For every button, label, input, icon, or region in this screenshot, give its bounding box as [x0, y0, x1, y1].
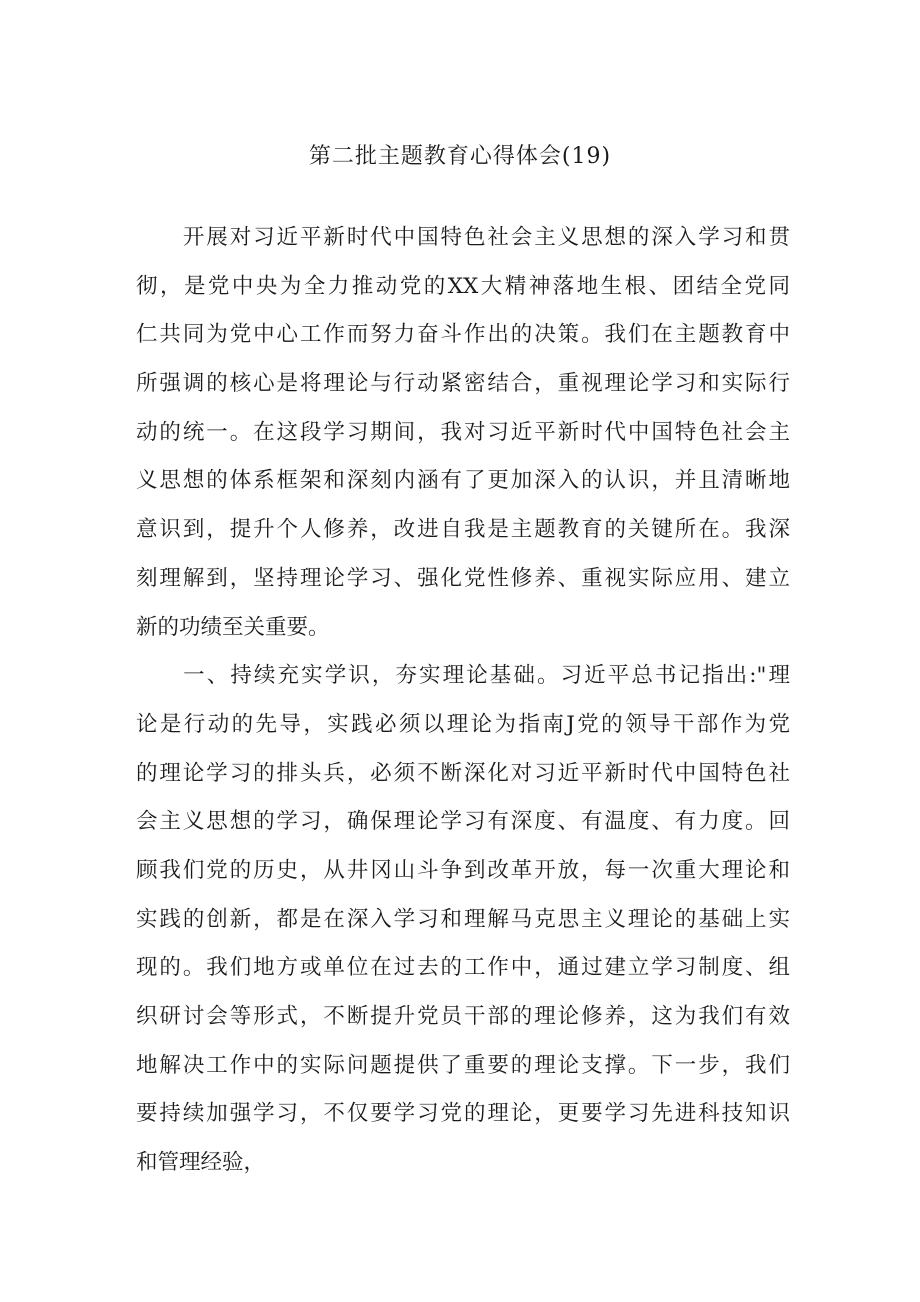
text-line: 和管理经验，	[136, 1150, 266, 1176]
text-line: 顾我们党的历史，从井冈山斗争到改革开放，每一次重大理论和	[136, 857, 790, 883]
text-line: 的理论学习的排头兵，必须不断深化对习近平新时代中国特色社	[136, 760, 790, 786]
text-line: 义思想的体系框架和深刻内涵有了更加深入的认识，并且清晰地	[136, 468, 790, 494]
text-line: 论是行动的先导，实践必须以理论为指南J党的领导干部作为党	[136, 711, 790, 737]
paragraph-2	[136, 652, 790, 1188]
text-line: 新的功绩至关重要。	[136, 614, 330, 640]
text-line: 地解决工作中的实际问题提供了重要的理论支撑。下一步，我们	[136, 1052, 790, 1078]
document-title: 第二批主题教育心得体会(19)	[308, 144, 612, 169]
text-line: 织研讨会等形式，不断提升党员干部的理论修养，这为我们有效	[136, 1004, 790, 1029]
text-line: 动的统一。在这段学习期间，我对习近平新时代中国特色社会主	[136, 419, 790, 445]
text-line: 现的。我们地方或单位在过去的工作中，通过建立学习制度、组	[136, 955, 790, 981]
text-line: 意识到，提升个人修养，改进自我是主题教育的关键所在。我深	[136, 517, 790, 543]
text-line: 会主义思想的学习，确保理论学习有深度、有温度、有力度。回	[136, 809, 790, 835]
text-line: 一、持续充实学识，夯实理论基础。习近平总书记指出:"理	[136, 663, 790, 689]
text-line: 实践的创新，都是在深入学习和理解马克思主义理论的基础上实	[136, 906, 790, 932]
text-line: 刻理解到，坚持理论学习、强化党性修养、重视实际应用、建立	[136, 565, 790, 591]
paragraph-1	[136, 214, 790, 652]
document-body	[136, 214, 790, 1188]
text-line: 要持续加强学习，不仅要学习党的理论，更要学习先进科技知识	[136, 1101, 790, 1127]
text-line: 仁共同为党中心工作而努力奋斗作出的决策。我们在主题教育中	[136, 322, 790, 348]
text-line: 彻，是党中央为全力推动党的XX大精神落地生根、团结全党同	[136, 273, 790, 299]
text-line: 开展对习近平新时代中国特色社会主义思想的深入学习和贯	[136, 225, 790, 250]
text-line: 所强调的核心是将理论与行动紧密结合，重视理论学习和实际行	[136, 371, 790, 397]
